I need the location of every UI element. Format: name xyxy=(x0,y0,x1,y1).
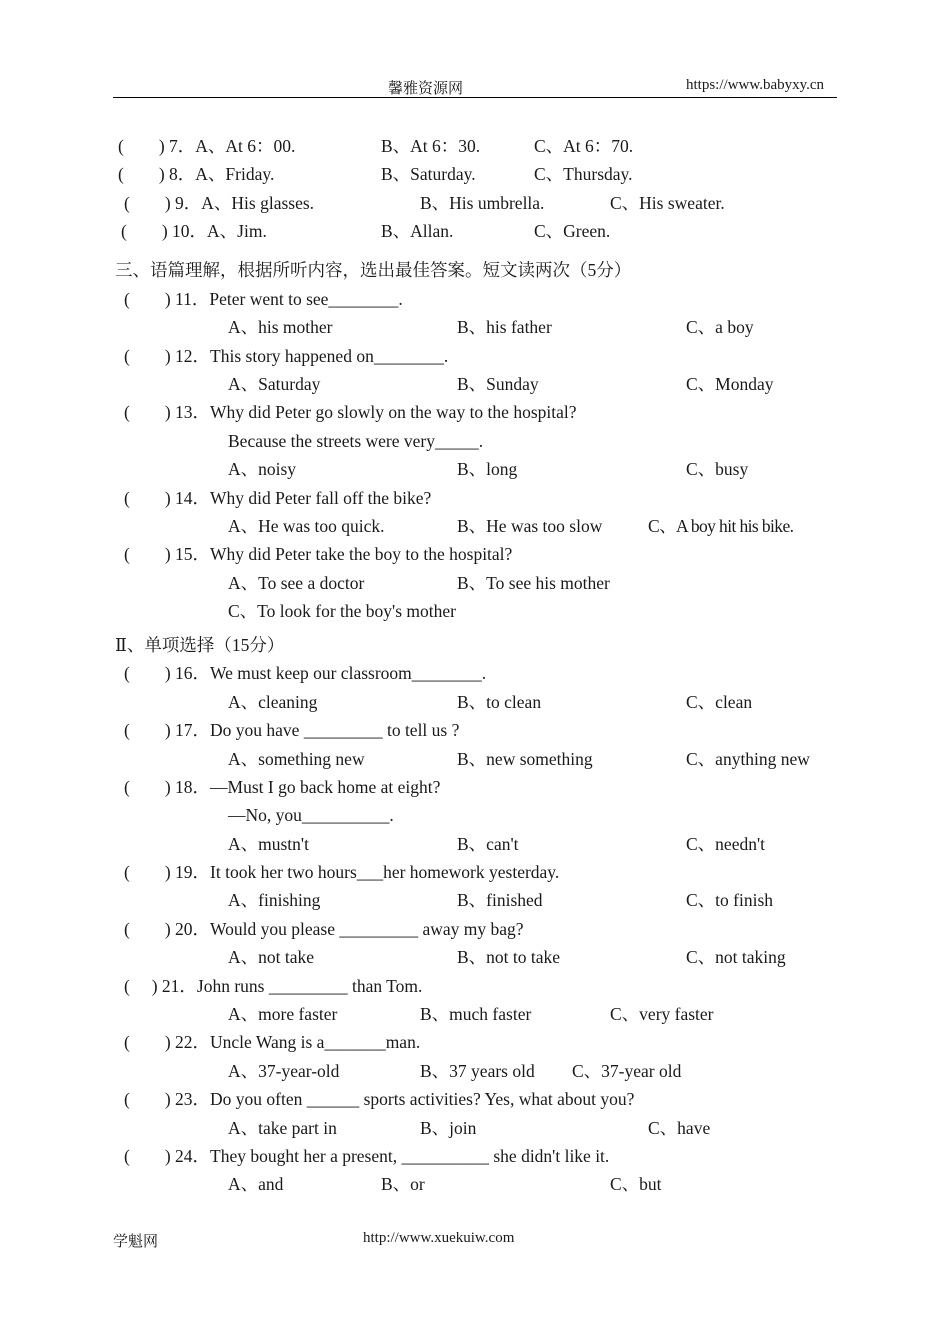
question-17: ( ) 17．Do you have _________ to tell us ? xyxy=(124,720,460,740)
option-8-c: C、Thursday. xyxy=(534,164,633,184)
option-21-b: B、much faster xyxy=(420,1004,532,1024)
question-24: ( ) 24．They bought her a present, __________ she didn't like it. xyxy=(124,1146,610,1166)
option-14-c: C、A boy hit his bike. xyxy=(648,516,794,536)
footer-site-url[interactable]: http://www.xuekuiw.com xyxy=(363,1230,515,1246)
header-site-url[interactable]: https://www.babyxy.cn xyxy=(686,77,825,93)
option-12-c: C、Monday xyxy=(686,374,774,394)
question-16: ( ) 16．We must keep our classroom________. xyxy=(124,663,487,683)
option-11-b: B、his father xyxy=(457,317,552,337)
option-23-b: B、join xyxy=(420,1118,477,1138)
option-13-c: C、busy xyxy=(686,459,749,479)
question-22: ( ) 22．Uncle Wang is a_______man. xyxy=(124,1032,421,1052)
option-22-c: C、37-year old xyxy=(572,1061,682,1081)
option-12-a: A、Saturday xyxy=(228,374,321,394)
option-7-c: C、At 6：70. xyxy=(534,136,634,156)
option-24-b: B、or xyxy=(381,1174,425,1194)
option-7-b: B、At 6：30. xyxy=(381,136,481,156)
question-18: ( ) 18．—Must I go back home at eight? xyxy=(124,777,441,797)
option-24-c: C、but xyxy=(610,1174,662,1194)
option-11-a: A、his mother xyxy=(228,317,333,337)
option-21-a: A、more faster xyxy=(228,1004,338,1024)
option-9-c: C、His sweater. xyxy=(610,193,725,213)
option-11-c: C、a boy xyxy=(686,317,754,337)
option-19-c: C、to finish xyxy=(686,890,774,910)
question-14: ( ) 14．Why did Peter fall off the bike? xyxy=(124,488,432,508)
header-divider xyxy=(113,97,837,98)
question-13: ( ) 13．Why did Peter go slowly on the way to the hospital? xyxy=(124,402,577,422)
option-20-a: A、not take xyxy=(228,947,315,967)
option-18-c: C、needn't xyxy=(686,834,765,854)
question-8: ( ) 8．A、Friday. xyxy=(118,164,275,184)
question-15: ( ) 15．Why did Peter take the boy to the hospital? xyxy=(124,544,513,564)
option-14-b: B、He was too slow xyxy=(457,516,603,536)
option-9-b: B、His umbrella. xyxy=(420,193,545,213)
option-16-a: A、cleaning xyxy=(228,692,318,712)
option-13-a: A、noisy xyxy=(228,459,297,479)
option-17-a: A、something new xyxy=(228,749,365,769)
question-10: ( ) 10．A、Jim. xyxy=(121,221,267,241)
option-8-b: B、Saturday. xyxy=(381,164,476,184)
option-20-c: C、not taking xyxy=(686,947,786,967)
option-23-a: A、take part in xyxy=(228,1118,337,1138)
question-7: ( ) 7．A、At 6：00. xyxy=(118,136,296,156)
question-19: ( ) 19．It took her two hours___her homework yesterday. xyxy=(124,862,560,882)
option-14-a: A、He was too quick. xyxy=(228,516,385,536)
option-15-b: B、To see his mother xyxy=(457,573,610,593)
question-18-line2: —No, you__________. xyxy=(228,805,394,825)
option-20-b: B、not to take xyxy=(457,947,561,967)
option-10-b: B、Allan. xyxy=(381,221,454,241)
option-18-a: A、mustn't xyxy=(228,834,309,854)
option-19-a: A、finishing xyxy=(228,890,321,910)
option-22-a: A、37-year-old xyxy=(228,1061,340,1081)
option-17-b: B、new something xyxy=(457,749,593,769)
footer-site-name: 学魁网 xyxy=(113,1234,159,1250)
header-site-name: 馨雅资源网 xyxy=(388,81,464,97)
option-15-c: C、To look for the boy's mother xyxy=(228,601,456,621)
option-16-b: B、to clean xyxy=(457,692,542,712)
option-12-b: B、Sunday xyxy=(457,374,539,394)
section-2-title: Ⅱ、单项选择（15分） xyxy=(115,635,285,655)
option-15-a: A、To see a doctor xyxy=(228,573,365,593)
option-23-c: C、have xyxy=(648,1118,711,1138)
option-24-a: A、and xyxy=(228,1174,284,1194)
question-11: ( ) 11．Peter went to see________. xyxy=(124,289,403,309)
option-10-c: C、Green. xyxy=(534,221,611,241)
question-21: ( ) 21．John runs _________ than Tom. xyxy=(124,976,423,996)
section-3-title: 三、语篇理解，根据所听内容，选出最佳答案。短文读两次（5分） xyxy=(115,260,632,280)
option-16-c: C、clean xyxy=(686,692,753,712)
question-20: ( ) 20．Would you please _________ away my bag? xyxy=(124,919,524,939)
option-13-b: B、long xyxy=(457,459,518,479)
question-23: ( ) 23．Do you often ______ sports activities? Yes, what about you? xyxy=(124,1089,635,1109)
option-22-b: B、37 years old xyxy=(420,1061,535,1081)
question-13-line2: Because the streets were very_____. xyxy=(228,431,484,451)
option-21-c: C、very faster xyxy=(610,1004,714,1024)
option-17-c: C、anything new xyxy=(686,749,810,769)
question-9: ( ) 9．A、His glasses. xyxy=(124,193,315,213)
question-12: ( ) 12．This story happened on________. xyxy=(124,346,449,366)
option-18-b: B、can't xyxy=(457,834,519,854)
option-19-b: B、finished xyxy=(457,890,543,910)
